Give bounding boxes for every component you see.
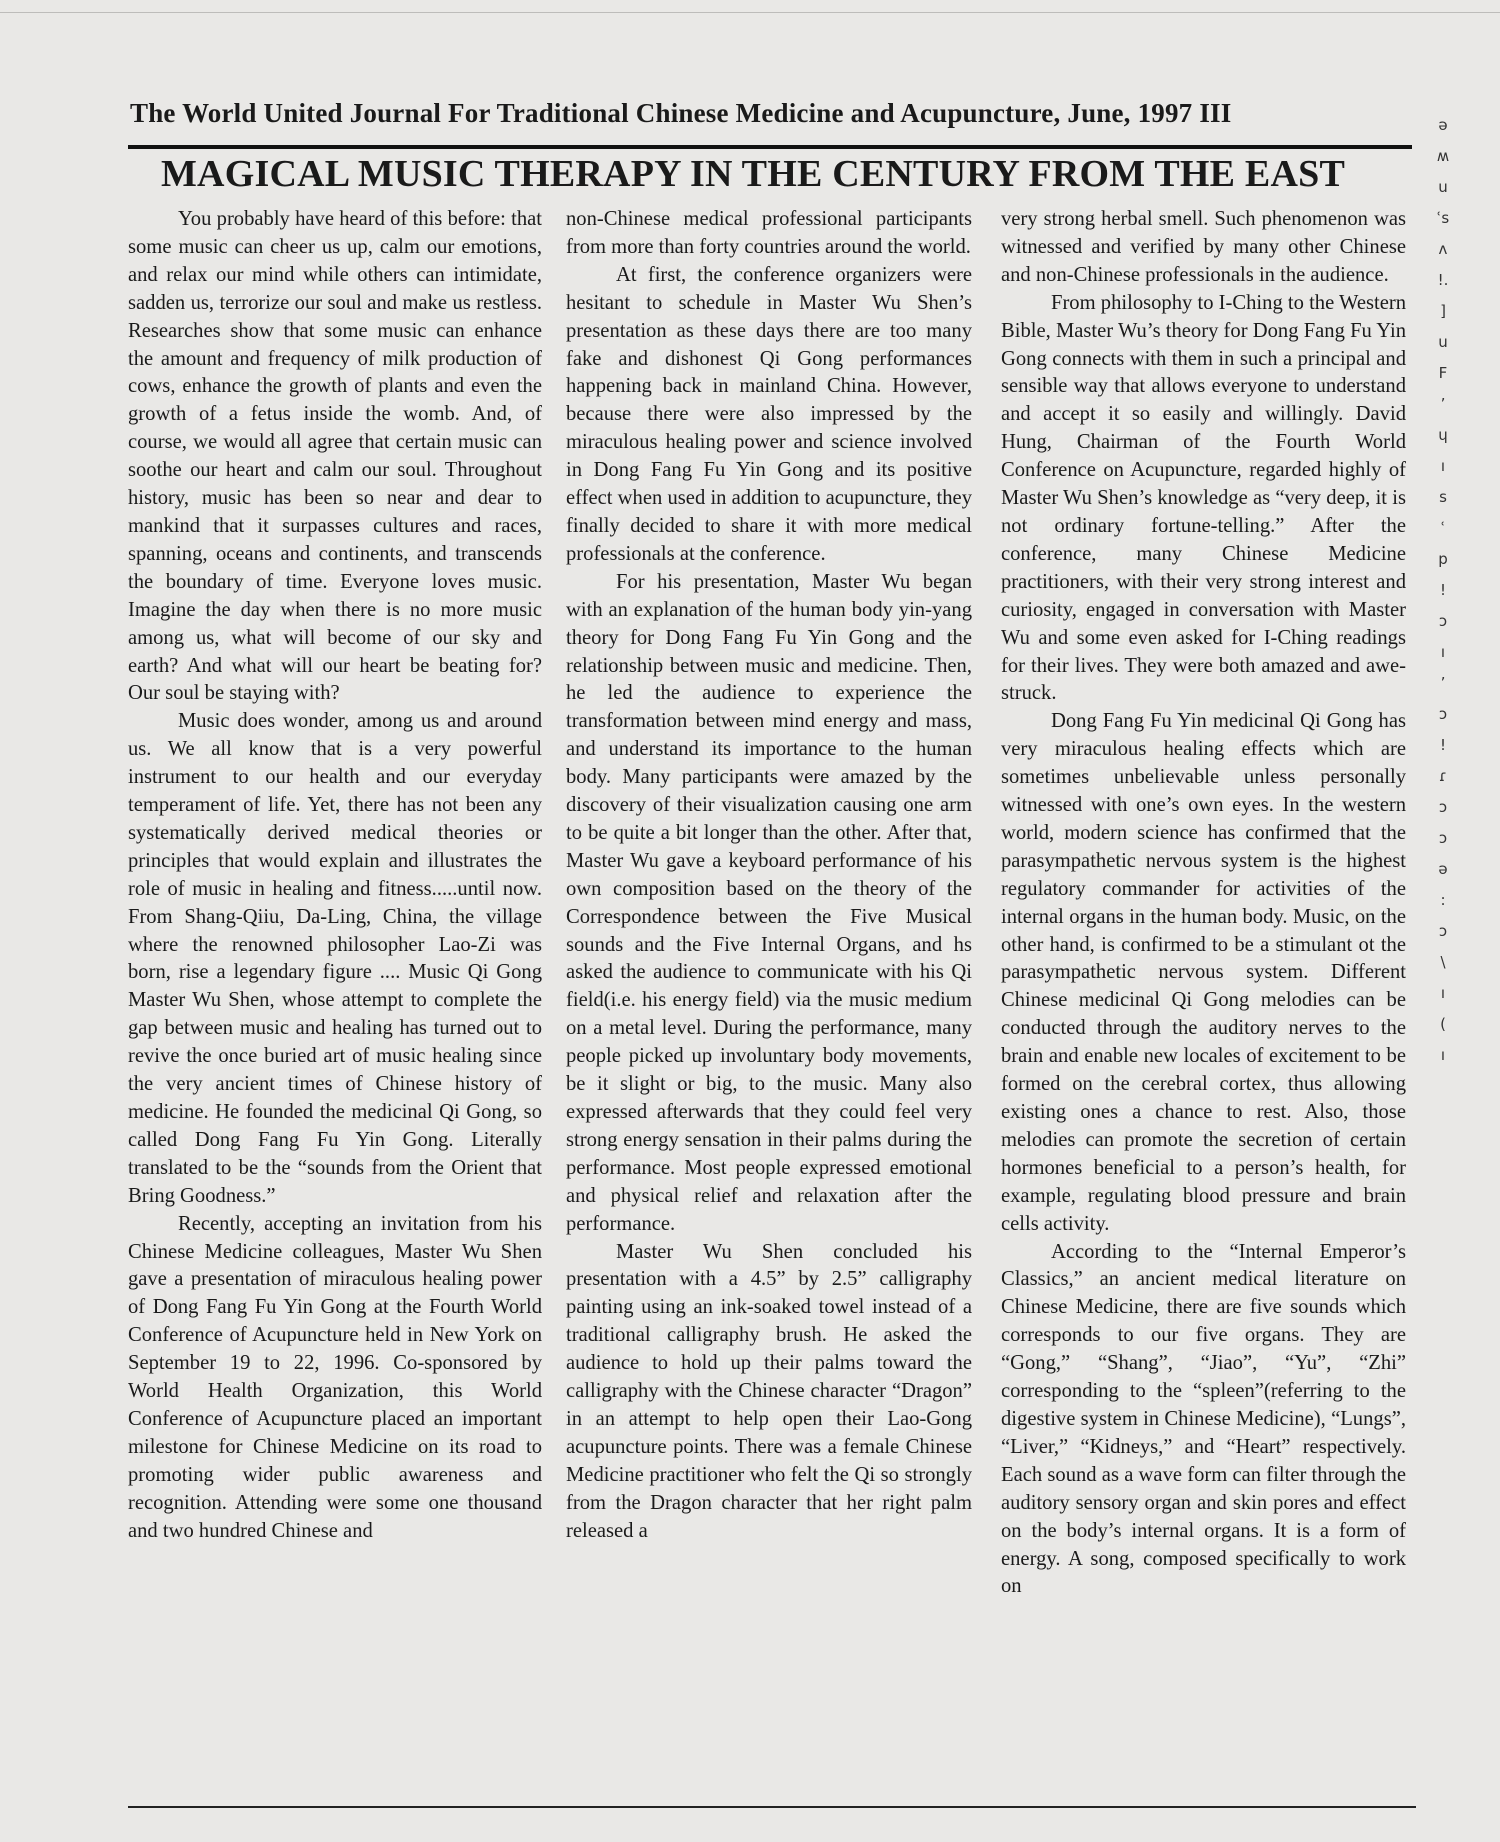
- edge-letter: ı: [1440, 984, 1446, 1002]
- edge-letter: (: [1440, 1015, 1446, 1033]
- scan-edge-line: [0, 12, 1500, 13]
- edge-letter: u: [1438, 178, 1448, 196]
- header-rule: [128, 145, 1412, 149]
- edge-letter: ɔ: [1438, 612, 1448, 630]
- paragraph: Music does wonder, among us and around us. We all know that is a very powerful instrument to our health and our everyday temperament of life. Yet, there has not been any systematically derived medical theories or principles that would explain and illustrates the role of music in healing and fitness.....until now. From Shang-Qiiu, Da-Ling, China, the village where the renowned philosopher Lao-Zi was born, rise a legendary figure .... Music Qi Gong Master Wu Shen, whose attempt to complete the gap between music and healing has turned out to revive the once buried art of music healing since the very ancient times of Chinese history of medicine. He founded the medicinal Qi Gong, so called Dong Fang Fu Yin Gong. Literally translated to be the “sounds from the Orient that Bring Goodness.”: [128, 710, 542, 1207]
- article-title: MAGICAL MUSIC THERAPY IN THE CENTURY FROM THE EAST: [160, 153, 1345, 195]
- edge-letter: ʼ: [1440, 395, 1446, 413]
- edge-letter: ı: [1440, 457, 1446, 475]
- edge-letter: ʼ: [1440, 674, 1446, 692]
- edge-letter: ɾ: [1439, 767, 1447, 785]
- edge-letter: ɔ: [1438, 705, 1448, 723]
- edge-letter: ʌ: [1438, 240, 1448, 258]
- bleed-through-letters: [1432, 110, 1454, 1071]
- edge-letter: ə: [1438, 860, 1448, 878]
- paragraph: You probably have heard of this before: that some music can cheer us up, calm our emotions, and relax our mind while others can intimidate, sadden us, terrorize our soul and make us restless. Researches show that some music can enhance the amount and frequency of milk production of cows, enhance the growth of plants and even the growth of a fetus inside the womb. And, of course, we would all agree that certain music can soothe our heart and calm our soul. Throughout history, music has been so near and dear to mankind that it surpasses cultures and races, spanning, oceans and continents, and transcends the boundary of time. Everyone loves music. Imagine the day when there is no more music among us, what will become of our sky and earth? And what will our heart be beating for? Our soul be staying with?: [128, 208, 542, 705]
- edge-letter: ɔ: [1438, 798, 1448, 816]
- edge-letter: ʿ: [1440, 519, 1446, 537]
- paragraph: According to the “Internal Emperor’s Classics,” an ancient medical literature on Chinese Medicine, there are five sounds which corresponds to our five organs. They are “Gong,” “Shang”, “Jiao”, “Yu”, “Zhi” corresponding to the “spleen”(referring to the digestive system in Chinese Medicine), “Lungs”, “Liver,” “Kidneys,” and “Heart” respectively. Each sound as a wave form can filter through the auditory sensory organ and skin pores and effect on the body’s internal organs. It is a form of energy. A song, composed specifically to work on: [1001, 1240, 1406, 1598]
- column-3: [1001, 206, 1406, 1806]
- column-2: [566, 206, 972, 1806]
- paragraph: Recently, accepting an invitation from his Chinese Medicine colleagues, Master Wu Shen gave a presentation of miraculous healing power of Dong Fang Fu Yin Gong at the Fourth World Conference of Acupuncture held in New York on September 19 to 22, 1996. Co-sponsored by World Health Organization, this World Conference of Acupuncture placed an important milestone for Chinese Medicine on its road to promoting wider public awareness and recognition. Attending were some one thousand and two hundred Chinese and: [128, 1212, 542, 1542]
- paragraph: Dong Fang Fu Yin medicinal Qi Gong has very miraculous healing effects which are sometimes unbelievable unless personally witnessed with one’s own eyes. In the western world, modern science has confirmed that the parasympathetic nervous system is the highest regulatory commander for activities of the internal organs in the human body. Music, on the other hand, is confirmed to be a stimulant ot the parasympathetic nervous system. Different Chinese medicinal Qi Gong melodies can be conducted through the auditory nerves to the brain and enable new locales of excitement to be formed on the cerebral cortex, thus allowing existing ones a chance to rest. Also, those melodies can promote the secretion of certain hormones beneficial to a person’s health, for example, regulating blood pressure and brain cells activity.: [1001, 710, 1406, 1235]
- paragraph: non-Chinese medical professional participants from more than forty countries around the world.: [566, 208, 972, 258]
- paragraph: Master Wu Shen concluded his presentation with a 4.5” by 2.5” calligraphy painting using an ink-soaked towel instead of a traditional calligraphy brush. He asked the audience to hold up their palms toward the calligraphy with the Chinese character “Dragon” in an attempt to help open their Lao-Gong acupuncture points. There was a female Chinese Medicine practitioner who felt the Qi so strongly from the Dragon character that her right palm released a: [566, 1240, 972, 1542]
- edge-letter: ɥ: [1438, 426, 1448, 444]
- edge-letter: :: [1440, 891, 1446, 909]
- edge-letter: ı: [1440, 1046, 1446, 1064]
- journal-header: The World United Journal For Traditional Chinese Medicine and Acupuncture, June, 1997 III: [130, 98, 1232, 128]
- column-1: [128, 206, 542, 1806]
- edge-letter: ]: [1440, 302, 1446, 320]
- edge-letter: ʿs: [1436, 209, 1450, 227]
- footer-rule: [128, 1806, 1416, 1808]
- paragraph: very strong herbal smell. Such phenomenon was witnessed and verified by many other Chinese and non-Chinese professionals in the audience.: [1001, 208, 1406, 286]
- edge-letter: ʍ: [1436, 147, 1450, 165]
- edge-letter: ɔ: [1438, 829, 1448, 847]
- edge-letter: !.: [1437, 271, 1449, 289]
- paragraph: For his presentation, Master Wu began with an explanation of the human body yin-yang theory for Dong Fang Fu Yin Gong and the relationship between music and medicine. Then, he led the audience to experience the transformation between mind energy and mass, and understand its importance to the human body. Many participants were amazed by the discovery of their visualization causing one arm to be quite a bit longer than the other. After that, Master Wu gave a keyboard performance of his own composition based on the theory of the Correspondence between the Five Musical sounds and the Five Internal Organs, and hs asked the audience to communicate with his Qi field(i.e. his energy field) via the music medium on a metal level. During the performance, many people picked up involuntary body movements, be it slight or big, to the music. Many also expressed afterwards that they could feel very strong energy sensation in their palms during the performance. Most people expressed emotional and physical relief and relaxation after the performance.: [566, 570, 972, 1235]
- edge-letter: s: [1439, 488, 1447, 506]
- edge-letter: ı: [1440, 643, 1446, 661]
- edge-letter: !: [1439, 581, 1446, 599]
- edge-letter: !: [1439, 736, 1446, 754]
- edge-letter: \: [1440, 953, 1446, 971]
- edge-letter: ɔ: [1438, 922, 1448, 940]
- edge-letter: p: [1438, 550, 1448, 568]
- edge-letter: ə: [1438, 116, 1448, 134]
- paragraph: At first, the conference organizers were hesitant to schedule in Master Wu Shen’s presentation as these days there are too many fake and dishonest Qi Gong performances happening back in mainland China. However, because there were also impressed by the miraculous healing power and science involved in Dong Fang Fu Yin Gong and its positive effect when used in addition to acupuncture, they finally decided to share it with more medical professionals at the conference.: [566, 263, 972, 565]
- edge-letter: F: [1438, 364, 1448, 382]
- edge-letter: u: [1438, 333, 1448, 351]
- paragraph: From philosophy to I-Ching to the Western Bible, Master Wu’s theory for Dong Fang Fu Yin Gong connects with them in such a principal and sensible way that allows everyone to understand and accept it so easily and willingly. David Hung, Chairman of the Fourth World Conference on Acupuncture, regarded highly of Master Wu Shen’s knowledge as “very deep, it is not ordinary fortune-telling.” After the conference, many Chinese Medicine practitioners, with their very strong interest and curiosity, engaged in conversation with Master Wu and some even asked for I-Ching readings for their lives. They were both amazed and awe-struck.: [1001, 291, 1406, 705]
